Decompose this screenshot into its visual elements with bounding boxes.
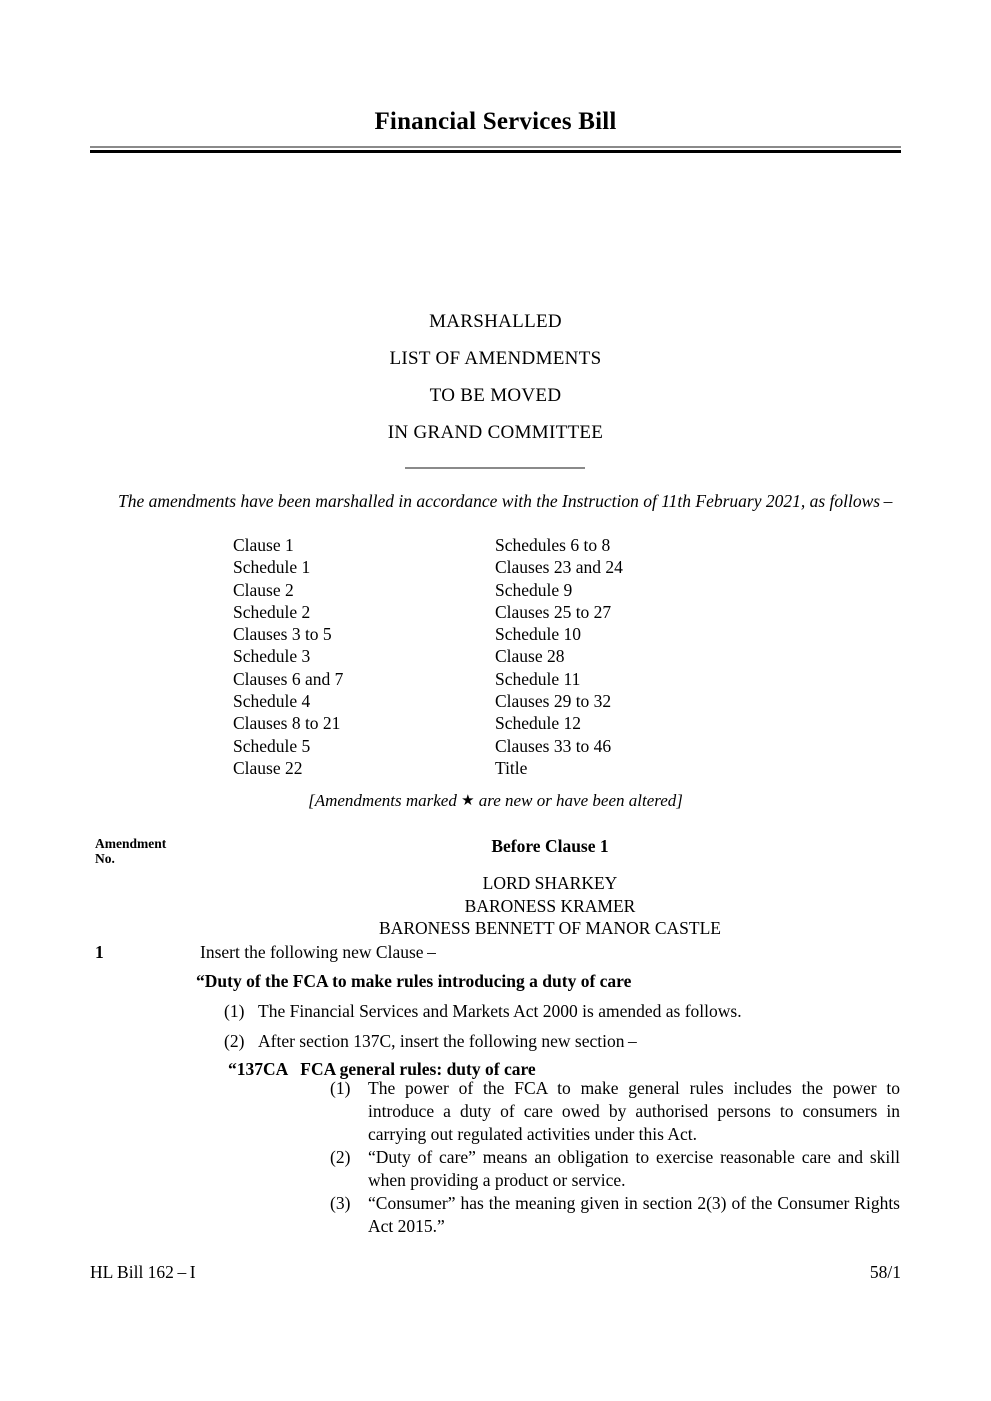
note-close-bracket: ] [676, 791, 683, 810]
subsection-marker: (1) [224, 1001, 245, 1021]
sponsor-name: BARONESS KRAMER [464, 895, 636, 916]
list-item: Clauses 8 to 21 [233, 713, 341, 734]
subsection [224, 1030, 900, 1053]
list-item: Clauses 29 to 32 [495, 691, 612, 712]
amendment-number: 1 [95, 942, 104, 962]
list-item: Title [495, 757, 528, 778]
subsection [224, 1000, 900, 1023]
inserted-section-number: “137CA [228, 1059, 289, 1079]
list-item: Clauses 6 and 7 [233, 668, 344, 689]
sponsor-name: LORD SHARKEY [482, 873, 618, 893]
inserted-section-title: FCA general rules: duty of care [300, 1059, 536, 1079]
page-number: 58/1 [869, 1262, 901, 1282]
inserted-paragraph [330, 1146, 900, 1192]
list-item: Schedules 6 to 8 [495, 535, 611, 555]
list-item: Schedule 12 [495, 713, 582, 734]
list-item: Schedule 4 [233, 691, 311, 712]
paragraph-marker: (2) [330, 1147, 351, 1167]
paragraph-text: The power of the FCA to make general rules includes the power to introduce a duty of care owed by authorised persons to consumers in carrying out regulated activities under this Act. [368, 1078, 900, 1144]
list-item: Schedule 2 [233, 601, 311, 622]
list-item: Clauses 3 to 5 [233, 624, 332, 645]
heading-line-4: IN GRAND COMMITTEE [387, 422, 604, 443]
title-divider [90, 146, 901, 153]
list-item: Schedule 1 [233, 557, 311, 578]
inserted-paragraph [330, 1192, 900, 1238]
before-clause-heading: Before Clause 1 [491, 836, 609, 856]
amendment-no-column-label [95, 836, 215, 866]
marshalling-instruction: The amendments have been marshalled in accordance with the Instruction of 11th February 2021, as follows – [118, 491, 893, 511]
new-amendment-note [90, 791, 901, 811]
list-item: Schedule 3 [233, 646, 311, 667]
title-rule-thick [90, 150, 901, 153]
paragraph-text: “Consumer” has the meaning given in section 2(3) of the Consumer Rights Act 2015.” [368, 1193, 900, 1236]
inserted-paragraph [330, 1077, 900, 1146]
amendment-sponsors [200, 872, 900, 940]
sponsor-name: BARONESS BENNETT OF MANOR CASTLE [379, 918, 721, 938]
marshalled-list-heading [90, 303, 901, 451]
amendment-label-line-1: Amendment [95, 836, 167, 851]
subsection-text: After section 137C, insert the following new section – [258, 1031, 637, 1051]
paragraph-marker: (3) [330, 1193, 351, 1213]
page-footer [90, 1262, 901, 1283]
new-clause-title: “Duty of the FCA to make rules introducing a duty of care [196, 971, 632, 991]
list-item: Schedule 5 [233, 735, 311, 756]
subsection-text: The Financial Services and Markets Act 2000 is amended as follows. [258, 1001, 742, 1021]
heading-line-3: TO BE MOVED [429, 385, 562, 406]
list-item: Clause 1 [233, 535, 294, 555]
bill-reference: HL Bill 162 – I [90, 1262, 196, 1282]
paragraph-marker: (1) [330, 1078, 351, 1098]
list-item: Schedule 9 [495, 579, 573, 600]
paragraph-text: “Duty of care” means an obligation to exercise reasonable care and skill when providing a product or service. [368, 1147, 900, 1190]
clause-list-left-column [233, 534, 495, 779]
list-item: Clauses 33 to 46 [495, 735, 612, 756]
note-open-bracket: [ [308, 791, 315, 810]
list-item: Clause 28 [495, 646, 565, 667]
amendment-instruction: Insert the following new Clause – [200, 942, 436, 962]
list-item: Clauses 25 to 27 [495, 601, 612, 622]
list-item: Schedule 11 [495, 668, 581, 689]
list-item: Schedule 10 [495, 624, 582, 645]
clause-list-right-column [495, 534, 757, 779]
clause-order-list [233, 534, 833, 779]
section-divider-rule [405, 467, 585, 469]
heading-line-1: MARSHALLED [429, 311, 562, 332]
amendment-label-line-2: No. [95, 851, 115, 866]
heading-line-2: LIST OF AMENDMENTS [389, 348, 602, 369]
page-title: Financial Services Bill [374, 108, 617, 135]
list-item: Clause 22 [233, 757, 303, 778]
subsection-marker: (2) [224, 1031, 245, 1051]
note-text-after: are new or have been altered [474, 791, 677, 810]
list-item: Clauses 23 and 24 [495, 557, 623, 578]
note-text-before: Amendments marked [314, 791, 462, 810]
star-icon: ★ [461, 793, 475, 809]
list-item: Clause 2 [233, 579, 294, 600]
